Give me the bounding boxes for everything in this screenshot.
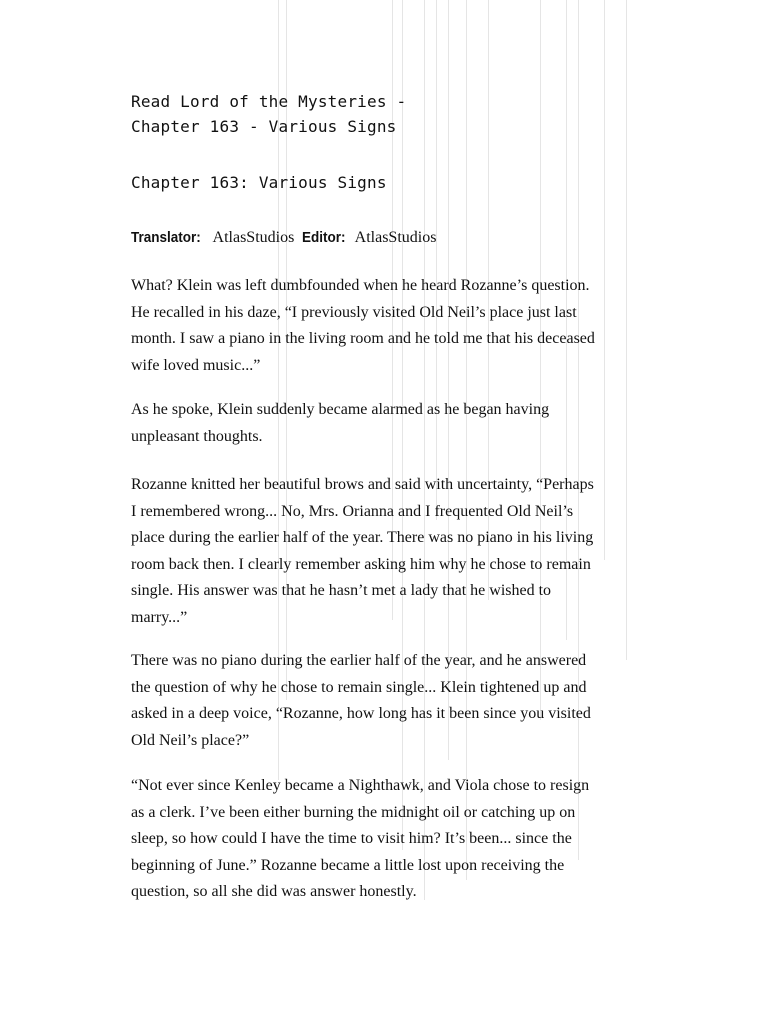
paragraph-line: As he spoke, Klein suddenly became alarmed as he began having [131, 401, 550, 418]
paragraph-line: wife loved music...” [131, 356, 261, 374]
paragraph-line: place during the earlier half of the year. There was no piano in his living [131, 529, 594, 546]
credits-line [131, 229, 436, 247]
editor-label: Editor: [302, 229, 346, 246]
paragraph-line: month. I saw a piano in the living room and he told me that his deceased [131, 330, 595, 347]
paragraph-line: question, so all she did was answer honestly. [131, 883, 417, 900]
scan-streak [424, 0, 425, 900]
paragraph-line: What? Klein was left dumbfounded when he heard Rozanne’s question. [131, 277, 590, 294]
paragraph [131, 273, 641, 379]
paragraph-line: as a clerk. I’ve been either burning the midnight oil or catching up on [131, 803, 576, 821]
paragraph-line: the question of why he chose to remain single... Klein tightened up and [131, 678, 587, 696]
paragraph-line: asked in a deep voice, “Rozanne, how long has it been since you visited [131, 705, 591, 722]
editor-value: AtlasStudios [354, 229, 437, 246]
paragraph-line: He recalled in his daze, “I previously visited Old Neil’s place just last [131, 303, 577, 321]
paragraph-line: beginning of June.” Rozanne became a little lost upon receiving the [131, 856, 565, 874]
paragraph-line: single. His answer was that he hasn’t met a lady that he wished to [131, 582, 552, 599]
chapter-heading: Chapter 163: Various Signs [131, 173, 387, 192]
document-title-line: Read Lord of the Mysteries - [131, 92, 407, 111]
paragraph-line: sleep, so how could I have the time to visit him? It’s been... since the [131, 830, 572, 847]
paragraph [131, 472, 641, 631]
paragraph-line: room back then. I clearly remember asking him why he chose to remain [131, 555, 591, 573]
paragraph-line: Old Neil’s place?” [131, 731, 250, 749]
document-title [131, 89, 406, 139]
scan-streak [448, 0, 449, 760]
paragraph [131, 397, 641, 450]
paragraph-line: I remembered wrong... No, Mrs. Orianna and I frequented Old Neil’s [131, 502, 574, 520]
paragraph-line: Rozanne knitted her beautiful brows and said with uncertainty, “Perhaps [131, 476, 594, 493]
paragraph-line: unpleasant thoughts. [131, 427, 263, 445]
paragraph-line: “Not ever since Kenley became a Nighthawk, and Viola chose to resign [131, 777, 590, 794]
paragraph-line: marry...” [131, 608, 188, 626]
paragraph-line: There was no piano during the earlier half of the year, and he answered [131, 652, 587, 669]
document-title-line: Chapter 163 - Various Signs [131, 117, 397, 136]
translator-value: AtlasStudios [212, 229, 295, 246]
translator-label: Translator: [131, 229, 201, 246]
paragraph [131, 773, 641, 906]
paragraph [131, 648, 641, 754]
